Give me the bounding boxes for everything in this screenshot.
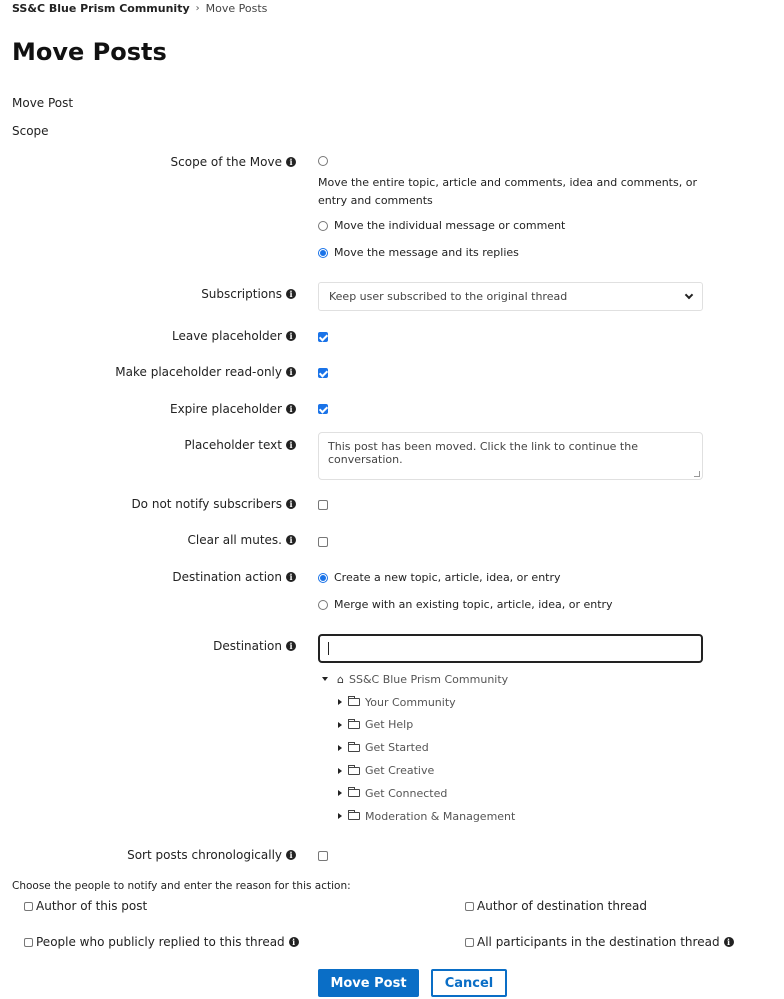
caret-right-icon[interactable] (338, 699, 342, 705)
destination-action-create-label: Create a new topic, article, idea, or entry (334, 571, 561, 584)
chevron-down-icon (685, 291, 693, 299)
destination-action-label-text: Destination action (172, 570, 282, 584)
expire-placeholder-checkbox[interactable] (318, 404, 328, 414)
tree-node-label: Get Connected (365, 786, 448, 800)
home-icon: ⌂ (337, 672, 344, 686)
scope-label-text: Scope of the Move (170, 155, 282, 169)
destination-label (213, 639, 296, 653)
expire-placeholder-label-text: Expire placeholder (169, 402, 282, 416)
sort-chronologically-checkbox[interactable] (318, 851, 328, 861)
leave-placeholder-label-text: Leave placeholder (171, 329, 282, 343)
breadcrumb-separator-icon: › (195, 3, 200, 14)
placeholder-text-textarea[interactable] (318, 432, 703, 480)
clear-mutes-checkbox[interactable] (318, 537, 328, 547)
resize-handle-icon[interactable] (694, 471, 700, 477)
cancel-button[interactable]: Cancel (431, 969, 507, 997)
do-not-notify-checkbox[interactable] (318, 500, 328, 510)
checkbox-icon[interactable] (24, 938, 33, 947)
placeholder-text-label (184, 438, 296, 452)
text-caret (328, 642, 329, 655)
checkbox-icon[interactable] (465, 938, 474, 947)
tree-node-label: Get Creative (365, 764, 435, 778)
caret-right-icon[interactable] (338, 790, 342, 796)
tree-node-label: SS&C Blue Prism Community (348, 672, 509, 686)
page-title: Move Posts (12, 38, 167, 66)
folder-open-icon (348, 767, 360, 775)
placeholder-text-value: This post has been moved. Click the link to continue the conversation. (328, 440, 638, 466)
info-icon[interactable]: i (724, 937, 734, 947)
info-icon[interactable]: i (286, 499, 296, 509)
notify-destination-participants-label: All participants in the destination thread (477, 935, 720, 949)
tree-node[interactable] (322, 691, 515, 714)
notify-author-of-post-label: Author of this post (36, 899, 148, 913)
destination-label-text: Destination (213, 639, 282, 653)
caret-right-icon[interactable] (338, 722, 342, 728)
destination-action-merge-label: Merge with an existing topic, article, idea, or entry (334, 598, 613, 611)
clear-mutes-label (188, 533, 296, 547)
caret-down-icon[interactable] (322, 677, 328, 681)
notify-author-of-post[interactable] (24, 899, 147, 913)
caret-right-icon[interactable] (338, 768, 342, 774)
scope-option-entire-radio[interactable] (318, 156, 334, 166)
scope-label (171, 155, 296, 169)
notify-destination-participants[interactable] (465, 935, 734, 949)
caret-right-icon[interactable] (338, 745, 342, 751)
info-icon[interactable]: i (286, 641, 296, 651)
placeholder-read-only-label (115, 365, 296, 379)
checkbox-icon[interactable] (318, 500, 328, 510)
section-scope: Scope (12, 124, 49, 138)
tree-node-root[interactable] (322, 668, 515, 691)
info-icon[interactable]: i (286, 331, 296, 341)
info-icon[interactable]: i (289, 937, 299, 947)
do-not-notify-label (131, 497, 296, 511)
folder-open-icon (348, 698, 360, 706)
clear-mutes-label-text: Clear all mutes. (187, 533, 282, 547)
sort-chronologically-label-text: Sort posts chronologically (127, 848, 282, 862)
folder-open-icon (348, 721, 360, 729)
notify-author-of-destination-label: Author of destination thread (477, 899, 647, 913)
scope-option-with-replies-label: Move the message and its replies (334, 246, 519, 259)
section-move-post: Move Post (12, 96, 74, 110)
checkbox-icon[interactable] (465, 902, 474, 911)
checkbox-checked-icon[interactable] (318, 332, 328, 342)
destination-search-input[interactable] (318, 634, 703, 663)
sort-chronologically-label (127, 848, 296, 862)
tree-node[interactable] (322, 782, 515, 805)
folder-open-icon (348, 789, 360, 797)
info-icon[interactable]: i (286, 367, 296, 377)
destination-action-label (172, 570, 296, 584)
expire-placeholder-label (170, 402, 296, 416)
checkbox-checked-icon[interactable] (318, 404, 328, 414)
radio-icon[interactable] (318, 156, 328, 166)
notify-intro: Choose the people to notify and enter the reason for this action: (12, 880, 351, 892)
scope-option-individual[interactable] (318, 219, 565, 232)
info-icon[interactable]: i (286, 157, 296, 167)
radio-icon[interactable] (318, 221, 328, 231)
scope-option-individual-label: Move the individual message or comment (334, 219, 566, 232)
caret-right-icon[interactable] (338, 813, 342, 819)
tree-node[interactable] (322, 714, 515, 737)
tree-node[interactable] (322, 736, 515, 759)
breadcrumb (12, 2, 267, 15)
tree-node-label: Your Community (365, 695, 456, 709)
radio-checked-icon[interactable] (318, 573, 328, 583)
checkbox-icon[interactable] (318, 537, 328, 547)
tree-node[interactable] (322, 759, 515, 782)
checkbox-checked-icon[interactable] (318, 368, 328, 378)
radio-checked-icon[interactable] (318, 248, 328, 258)
placeholder-text-label-text: Placeholder text (184, 438, 282, 452)
move-post-button[interactable]: Move Post (318, 969, 419, 997)
do-not-notify-label-text: Do not notify subscribers (131, 497, 282, 511)
notify-author-of-destination[interactable] (465, 899, 647, 913)
subscriptions-selected-value: Keep user subscribed to the original thread (329, 290, 568, 303)
subscriptions-label-text: Subscriptions (201, 287, 282, 301)
destination-action-create[interactable] (318, 571, 561, 584)
info-icon[interactable]: i (286, 535, 296, 545)
subscriptions-label (201, 287, 296, 301)
leave-placeholder-checkbox[interactable] (318, 332, 328, 342)
radio-icon[interactable] (318, 600, 328, 610)
checkbox-icon[interactable] (24, 902, 33, 911)
destination-tree (322, 668, 515, 828)
subscriptions-select[interactable] (318, 282, 703, 311)
breadcrumb-community-link[interactable]: SS&C Blue Prism Community (12, 2, 190, 15)
info-icon[interactable]: i (286, 289, 296, 299)
tree-node-label: Get Help (365, 718, 414, 732)
checkbox-icon[interactable] (318, 851, 328, 861)
leave-placeholder-label (172, 329, 296, 343)
breadcrumb-current: Move Posts (205, 2, 268, 15)
info-icon[interactable]: i (286, 404, 296, 414)
info-icon[interactable]: i (286, 572, 296, 582)
tree-node-label: Moderation & Management (365, 809, 516, 823)
tree-node[interactable] (322, 805, 515, 828)
notify-public-repliers-label: People who publicly replied to this thread (36, 935, 285, 949)
folder-open-icon (348, 744, 360, 752)
scope-option-with-replies[interactable] (318, 246, 519, 259)
info-icon[interactable]: i (286, 440, 296, 450)
placeholder-read-only-checkbox[interactable] (318, 368, 328, 378)
folder-open-icon (348, 812, 360, 820)
notify-public-repliers[interactable] (24, 935, 299, 949)
tree-node-label: Get Started (365, 741, 429, 755)
placeholder-read-only-label-text: Make placeholder read-only (115, 365, 282, 379)
scope-option-entire-label[interactable]: Move the entire topic, article and comments, idea and comments, or entry and comments (318, 176, 697, 207)
info-icon[interactable]: i (286, 850, 296, 860)
destination-action-merge[interactable] (318, 598, 613, 611)
